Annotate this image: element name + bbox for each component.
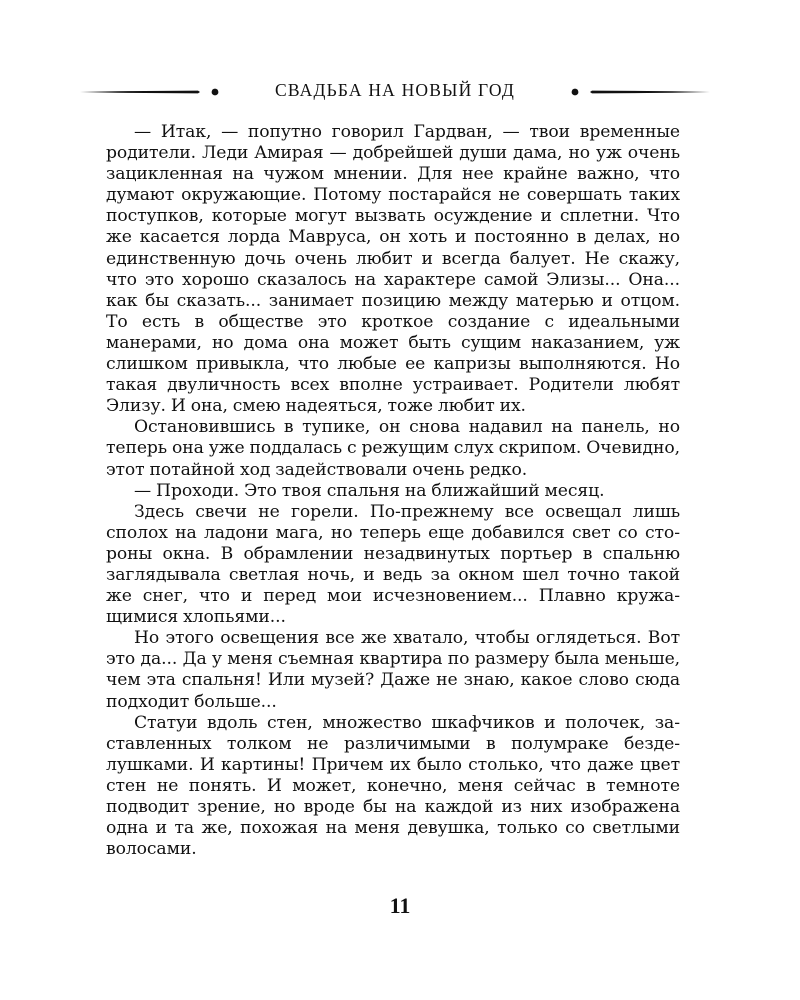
book-title: СВАДЬБА НА НОВЫЙ ГОД — [275, 80, 515, 100]
paragraph: Остановившись в тупике, он снова надавил на панель, но теперь она уже поддалась с режущим слух скрипом. Очевидно, этот потайной ход задействовали очень редко. — [106, 417, 680, 480]
paragraph: — Проходи. Это твоя спальня на ближайший месяц. — [134, 480, 605, 501]
paragraph: Здесь свечи не горели. По-прежнему все освещал лишь сполох на ладони мага, но теперь еще добавился свет со стороны окна. В обрамлении незадвинутых портьер в спальню заглядывала светлая ночь, и ведь за окном шел точно такой же снег, что и перед мои исчезновением... Плавно кружащимися хлопьями... — [106, 501, 680, 628]
paragraph: Но этого освещения все же хватало, чтобы оглядеться. Вот это да... Да у меня съемная квартира по размеру была меньше, чем эта спальня! Или музей? Даже не знаю, какое слово сюда подходит больше... — [106, 628, 680, 712]
running-header — [78, 78, 712, 106]
page-number: 11 — [389, 893, 411, 918]
body-text — [106, 122, 680, 860]
paragraph: — Итак, — попутно говорил Гардван, — твои временные родители. Леди Амирая — добрейшей души дама, но уж очень зацикленная на чужом мнении. Для нее крайне важно, что думают окружающие. Потому постарайся не совершать таких поступков, которые могут вызвать осуждение и сплетни. Что же касается лорда Мавруса, он хоть и постоянно в делах, но единственную дочь очень любит и всегда балует. Не скажу, что это хорошо сказалось на характере самой Элизы... Она... как бы сказать... занимает позицию между матерью и отцом. То есть в обществе это кроткое создание с идеальными манерами, но дома она может быть сущим наказанием, уж слишком привыкла, что любые ее капризы выполняются. Но такая двуличность всех вполне устраивает. Родители любят Элизу. И она, смею надеяться, тоже любит их. — [106, 122, 680, 417]
paragraph: Статуи вдоль стен, множество шкафчиков и полочек, заставленных толком не различимыми в полумраке безделушками. И картины! Причем их было столько, что даже цвет стен не понять. И может, конечно, меня сейчас в темноте подводит зрение, но вроде бы на каждой из них изображена одна и та же, похожая на меня девушка, только со светлыми волосами. — [106, 712, 680, 860]
